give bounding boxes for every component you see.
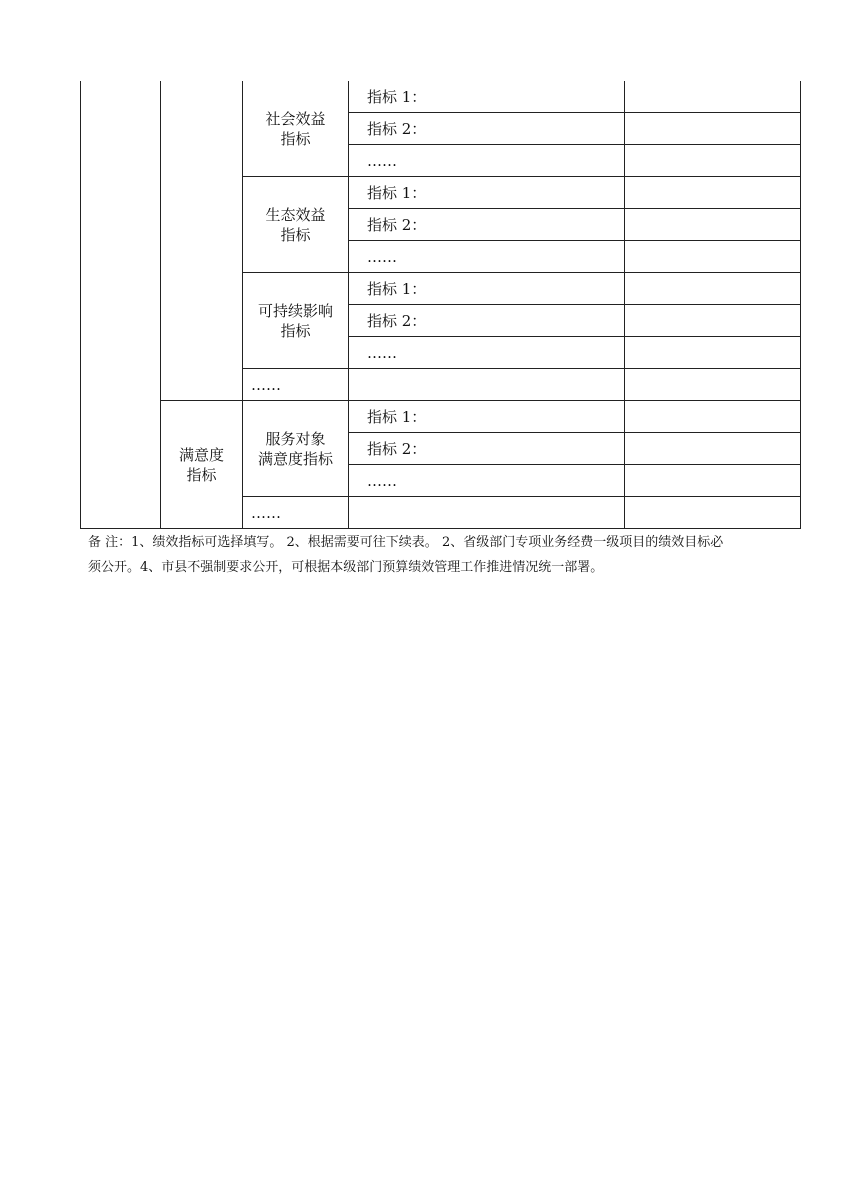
indicator-value-cell[interactable] bbox=[625, 113, 801, 145]
indicator-value-cell[interactable] bbox=[625, 369, 801, 401]
indicator-value-cell[interactable] bbox=[625, 497, 801, 529]
more-subcategory-cell: …… bbox=[243, 497, 349, 529]
indicator-value-cell[interactable] bbox=[625, 273, 801, 305]
indicator-value-cell[interactable] bbox=[625, 337, 801, 369]
indicator-name-cell[interactable] bbox=[349, 497, 625, 529]
indicator-name-cell: 指标 2： bbox=[349, 433, 625, 465]
indicator-value-cell[interactable] bbox=[625, 145, 801, 177]
indicator-value-cell[interactable] bbox=[625, 401, 801, 433]
social-benefit-label: 社会效益 指标 bbox=[243, 81, 349, 177]
indicator-value-cell[interactable] bbox=[625, 241, 801, 273]
ecological-benefit-label: 生态效益 指标 bbox=[243, 177, 349, 273]
indicator-name-cell: 指标 1： bbox=[349, 81, 625, 113]
indicator-name-cell: …… bbox=[349, 337, 625, 369]
indicator-name-cell[interactable] bbox=[349, 369, 625, 401]
table-row bbox=[81, 81, 801, 113]
indicator-name-cell: …… bbox=[349, 241, 625, 273]
footnote-line: 备 注：1、绩效指标可选择填写。 2、根据需要可往下续表。 2、省级部门专项业务经费一级项目的绩效目标必 bbox=[88, 535, 724, 550]
indicator-name-cell: …… bbox=[349, 465, 625, 497]
footnote-line: 须公开。4、市县不强制要求公开，可根据本级部门预算绩效管理工作推进情况统一部署。 bbox=[88, 560, 604, 575]
indicator-name-cell: 指标 2： bbox=[349, 305, 625, 337]
indicator-name-cell: 指标 1： bbox=[349, 177, 625, 209]
merged-empty-cell bbox=[161, 81, 243, 401]
merged-empty-cell bbox=[81, 81, 161, 529]
indicator-value-cell[interactable] bbox=[625, 81, 801, 113]
service-satisfaction-label: 服务对象 满意度指标 bbox=[243, 401, 349, 497]
indicator-name-cell: 指标 2： bbox=[349, 209, 625, 241]
indicator-value-cell[interactable] bbox=[625, 305, 801, 337]
satisfaction-category-label: 满意度 指标 bbox=[161, 401, 243, 529]
indicator-name-cell: 指标 1： bbox=[349, 273, 625, 305]
indicator-value-cell[interactable] bbox=[625, 433, 801, 465]
indicator-value-cell[interactable] bbox=[625, 465, 801, 497]
performance-indicator-table bbox=[80, 81, 801, 529]
sustainable-impact-label: 可持续影响 指标 bbox=[243, 273, 349, 369]
more-subcategory-cell: …… bbox=[243, 369, 349, 401]
indicator-value-cell[interactable] bbox=[625, 177, 801, 209]
indicator-value-cell[interactable] bbox=[625, 209, 801, 241]
indicator-name-cell: …… bbox=[349, 145, 625, 177]
indicator-name-cell: 指标 2： bbox=[349, 113, 625, 145]
footnote bbox=[88, 530, 808, 580]
table-row bbox=[81, 401, 801, 433]
indicator-name-cell: 指标 1： bbox=[349, 401, 625, 433]
